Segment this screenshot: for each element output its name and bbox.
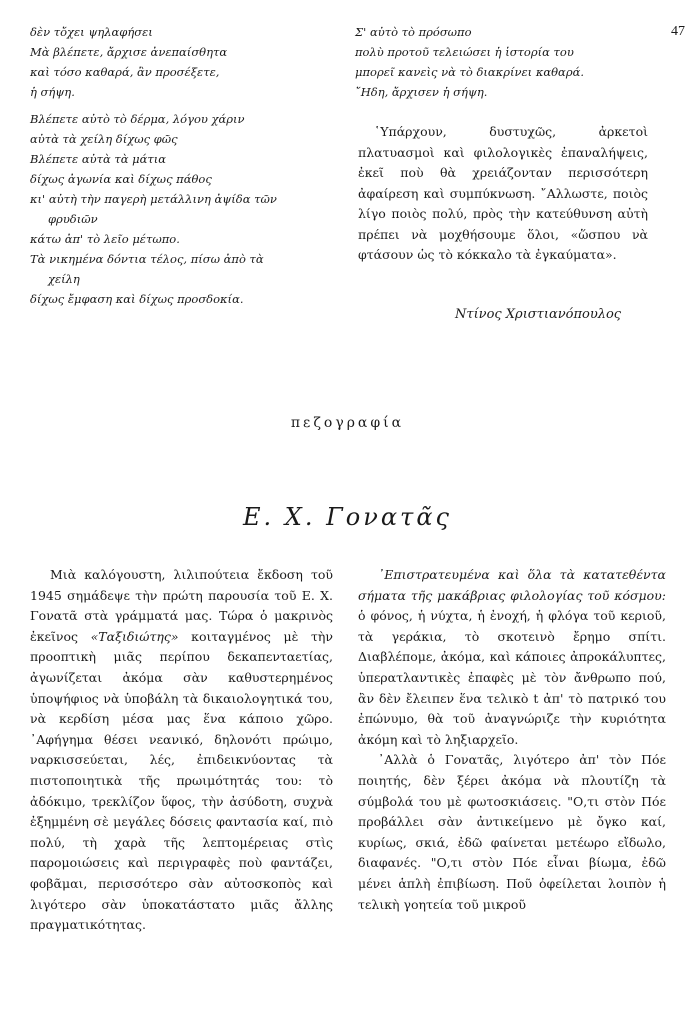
poem-line: χείλη [48,272,80,286]
article-text-italic: ᾿Επιστρατευμένα καὶ ὅλα τὰ κατατεθέντα σήματα τῆς μακάβριας φιλολογίας τοῦ κόσμου: [358,567,666,603]
article-text: ὁ φόνος, ἡ νύχτα, ἡ ἐνοχή, ἡ φλόγα τοῦ κεριοῦ, τὰ γεράκια, τὸ σκοτεινὸ ἔρημο σπίτι. Διαβλέπομε, ἀκόμα, καὶ κάποιες ἀπροκάλυπτες, ὑπερατλαντικὲς ἐπαφὲς μὲ τὸν ἄνθρωπο πού, ἂν δὲν ἔλειπεν ἕνα τελικὸ t ἀπ' τὸ πατρικό του ἐπώνυμο, θὰ τοῦ ἀναγνώριζε τὴν κυριότητα ἀκόμη καὶ τὸ ληξιαρχεῖο. [358,608,666,747]
article-text: κοιταγμένος μὲ τὴν προοπτικὴ μιᾶς περίπου δεκαπενταετίας, ἀγωνίζεται ἀκόμα σὰν καθυστερημένος ὑποψήφιος νὰ ὑποβάλη τὰ δικαιολογητικά του, νὰ κερδίση μέσα μας ἕνα κάποιο χῶρο. ᾿Αφήγημα θέσει νεανικό, δηλονότι πρώιμο, ναρκισσεύεται, λές, ἐπιδεικνύοντας τὰ πιστοποιητικὰ τῆς πρωιμότητάς του: τὸ ἀδόκιμο, τρεκλίζον ὕφος, τὴν ἀσύδοτη, συχνὰ ἐξημμένη σὲ μεγάλες δόσεις φαντασία καί, πιὸ πολύ, τὴ χαρὰ τῆς λεπτομέρειας στὶς παρομοιώσεις καὶ περιγραφὲς ποὺ φαντάζει, φοβᾶμαι, περισσότερο σὰν αὐτοσκοπὸς καὶ λιγότερο σὰν ὑποκατάστατο μιᾶς ἄλλης πραγματικότητας. [30,628,333,933]
poem-line: ἡ σήψη. [30,85,75,99]
commentary-paragraph: ῾Υπάρχουν, δυστυχῶς, ἀρκετοὶ πλατυασμοὶ καὶ φιλολογικὲς ἐπαναλήψεις, ἐκεῖ ποὺ θὰ χρειάζονταν περισσότερη ἀφαίρεση καὶ συμπύκνωση. ῎Αλλωστε, ποιὸς λίγο ποιὸς πολύ, πρὸς τὴν κατεύθυνση αὐτὴ πρέπει νὰ μοχθήσουμε ὅλοι, «ὥσπου νὰ φτάσουν ὡς τὸ κόκκαλο τὰ ἐγκαύματα». [358,124,648,262]
article-title: Ε. Χ. Γονατᾶς [243,503,452,531]
poem-line: δὲν τὄχει ψηλαφήσει [30,25,153,39]
section-label: πεζογραφία [290,415,405,431]
article-text: Μιὰ καλόγουστη, λιλιπούτεια ἔκδοση τοῦ 1945 σημάδεψε τὴν πρώτη παρουσία τοῦ Ε. Χ. Γονατᾶ στὰ γράμματά μας. Τώρα ὁ μακρινὸς ἐκεῖνος [30,567,333,644]
poem-line: ῎Ηδη, ἄρχισεν ἡ σήψη. [355,85,488,99]
poem-right-column [355,22,655,102]
poem-line: κάτω ἀπ' τὸ λεῖο μέτωπο. [30,232,180,246]
poem-line: πολὺ προτοῦ τελειώσει ἡ ἱστορία του [355,45,574,59]
commentary-author: Ντίνος Χριστιανόπουλος [455,307,622,322]
poem-line: φρυδιῶν [48,212,98,226]
poem-line: δίχως ἔμφαση καὶ δίχως προσδοκία. [30,292,244,306]
poem-line: αὐτὰ τὰ χείλη δίχως φῶς [30,132,178,146]
poem-left-column [30,22,350,316]
article-paragraph: ᾿Αλλὰ ὁ Γονατᾶς, λιγότερο ἀπ' τὸν Πόε ποιητής, δὲν ξέρει ἀκόμα νὰ πλουτίζη τὰ σύμβολά του μὲ φωτοσκιάσεις. "Ο,τι στὸν Πόε προβάλλει σὰν ἀντικείμενο μὲ ὄγκο καί, κυρίως, σκιά, ἐδῶ φαίνεται μετέωρο εἴδωλο, διαφανές. "Ο,τι στὸν Πόε εἶναι βίωμα, ἐδῶ μένει ἁπλὴ ἐπιβίωση. Ποῦ ὀφείλεται λοιπὸν ἡ τελικὴ γοητεία τοῦ μικροῦ [358,752,666,912]
poem-stanza [30,109,350,309]
poem-line: δίχως ἀγωνία καὶ δίχως πάθος [30,172,212,186]
poem-line: κι' αὐτὴ τὴν παγερὴ μετάλλινη ἀψίδα τῶν [30,192,277,206]
commentary-text [358,122,648,266]
article-paragraph [358,565,666,750]
poem-line: Σ' αὐτὸ τὸ πρόσωπο [355,25,472,39]
page-number: 47 [671,24,685,39]
article-paragraph [30,565,333,936]
poem-line: Βλέπετε αὐτὰ τὰ μάτια [30,152,167,166]
article-right-column [358,565,666,915]
poem-line: μπορεῖ κανεὶς νὰ τὸ διακρίνει καθαρά. [355,65,584,79]
poem-line: Τὰ νικημένα δόντια τέλος, πίσω ἀπὸ τὰ [30,252,264,266]
article-left-column [30,565,333,936]
poem-line: Μὰ βλέπετε, ἄρχισε ἀνεπαίσθητα [30,45,228,59]
poem-stanza [30,22,350,102]
poem-line: Βλέπετε αὐτὸ τὸ δέρμα, λόγου χάριν [30,112,245,126]
poem-line: καὶ τόσο καθαρά, ἂν προσέξετε, [30,65,220,79]
book-title: «Ταξιδιώτης» [90,628,179,644]
